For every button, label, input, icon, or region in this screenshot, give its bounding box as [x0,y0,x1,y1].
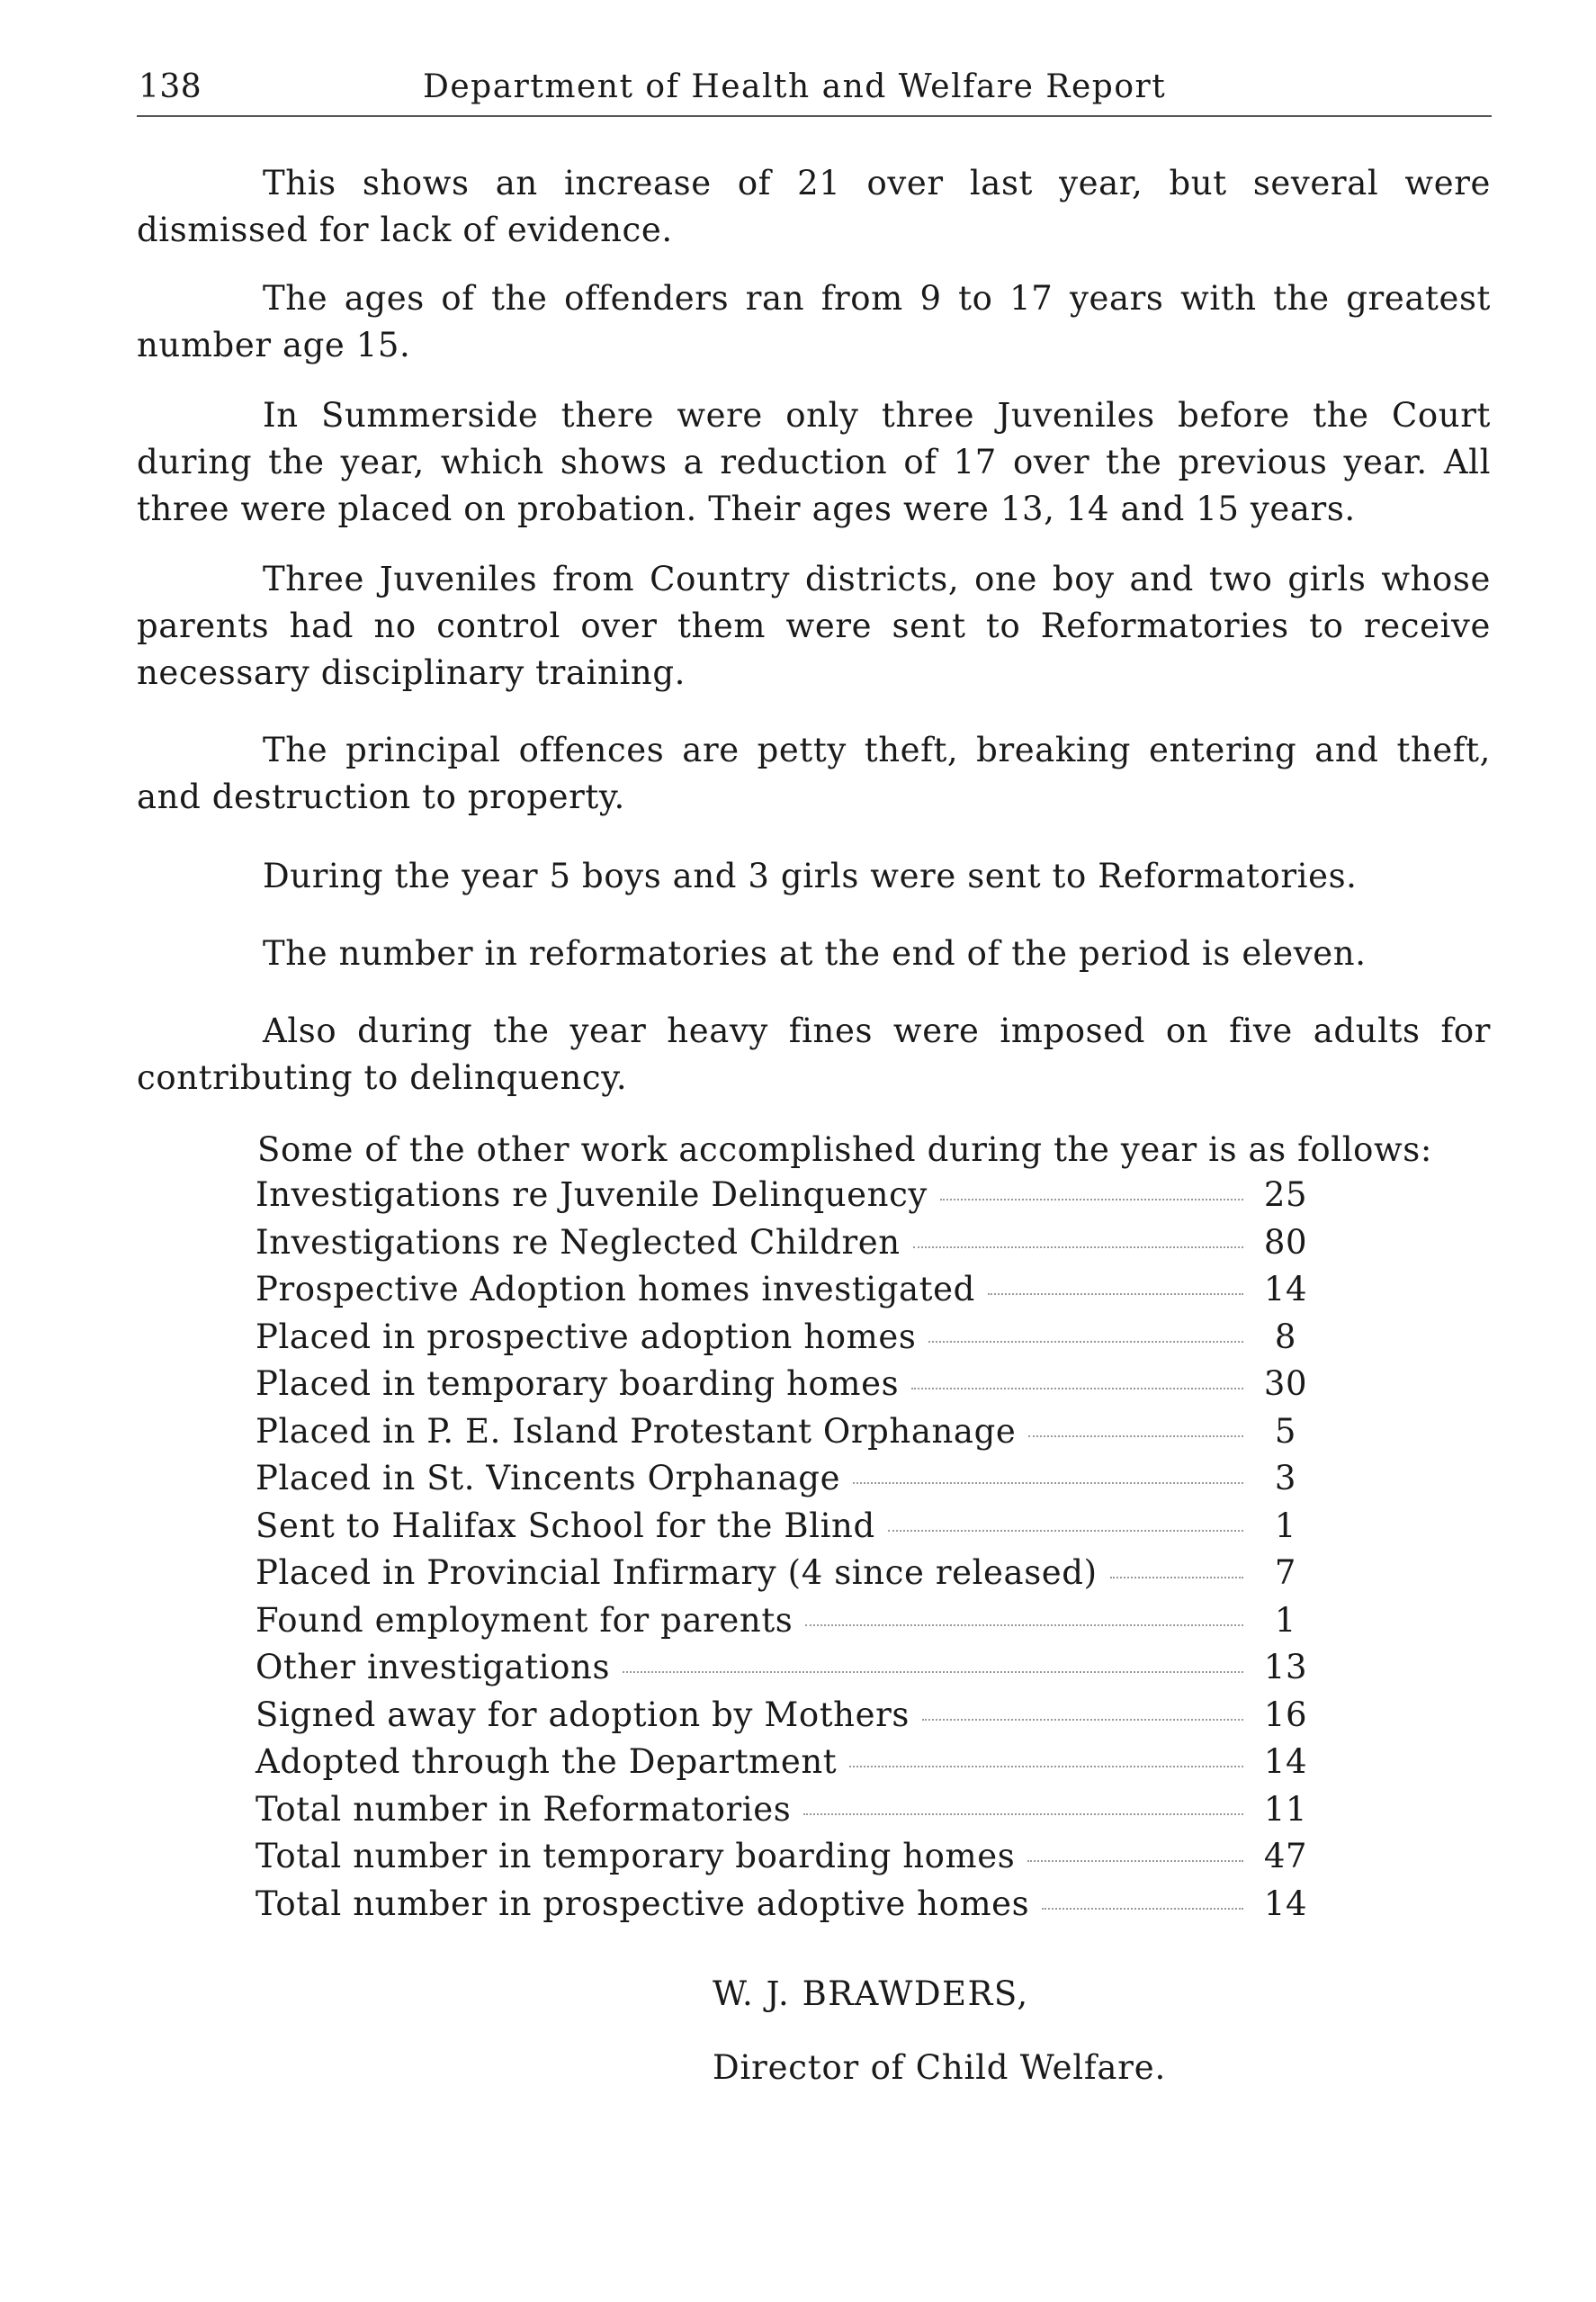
signature-title: Director of Child Welfare. [713,2048,1167,2087]
dot-leader [1110,1577,1243,1578]
stat-value: 14 [1263,1270,1308,1308]
stat-label: Other investigations [256,1648,611,1686]
dot-leader [849,1766,1243,1767]
stat-label: Found employment for parents [256,1600,794,1640]
paragraph-ages: The ages of the offenders ran from 9 to 17 years with the greatest number age 15. [137,279,1491,364]
stat-value: 16 [1263,1695,1308,1734]
stats-intro: Some of the other work accomplished during the year is as follows: [257,1130,1432,1169]
dot-leader [913,1246,1243,1248]
stat-value: 3 [1274,1459,1297,1497]
stat-label: Total number in Reformatories [256,1789,792,1829]
dot-leader [803,1813,1243,1815]
stat-label: Total number in prospective adoptive homes [256,1884,1030,1923]
stat-label: Investigations re Juvenile Delinquency [256,1175,928,1214]
stat-label: Adopted through the Department [256,1742,838,1781]
paragraph-heavy-fines: Also during the year heavy fines were imposed on five adults for contributing to delinquency. [137,1012,1491,1097]
stat-row [256,1790,1371,1838]
paragraph-sent-to-reformatories: During the year 5 boys and 3 girls were sent to Reformatories. [263,857,1358,895]
stat-row [256,1364,1371,1412]
stat-label: Prospective Adoption homes investigated [256,1270,975,1308]
stat-value: 13 [1263,1648,1308,1686]
stat-row [256,1884,1371,1932]
dot-leader [1042,1908,1243,1910]
stat-label: Placed in St. Vincents Orphanage [256,1459,841,1497]
paragraph-principal-offences: The principal offences are petty theft, breaking entering and theft, and destruction to property. [137,731,1491,816]
stat-row [256,1648,1371,1695]
stat-value: 14 [1263,1742,1308,1781]
stat-value: 1 [1274,1506,1297,1545]
stat-value: 47 [1263,1837,1308,1875]
paragraph-country-districts: Three Juveniles from Country districts, one boy and two girls whose parents had no control over them were sent to Reformatories to receive necessary disciplinary training. [137,560,1491,692]
stat-row [256,1837,1371,1884]
dot-leader [1027,1860,1243,1862]
signature-name: W. J. BRAWDERS, [713,1974,1029,2013]
dot-leader [805,1624,1243,1626]
stat-value: 25 [1263,1175,1308,1214]
dot-leader [853,1482,1243,1484]
stat-label: Investigations re Neglected Children [256,1222,901,1262]
stat-value: 30 [1263,1364,1308,1403]
stat-row [256,1459,1371,1506]
stat-row [256,1553,1371,1601]
dot-leader [623,1671,1243,1673]
stat-row [256,1270,1371,1317]
stat-label: Signed away for adoption by Mothers [256,1695,910,1734]
stat-row [256,1742,1371,1790]
dot-leader [911,1388,1243,1389]
stat-label: Placed in temporary boarding homes [256,1364,900,1403]
stat-row [256,1412,1371,1460]
stat-label: Sent to Halifax School for the Blind [256,1506,875,1545]
stat-value: 7 [1274,1553,1297,1592]
running-title: Department of Health and Welfare Report [423,68,1167,105]
page-number: 138 [139,68,202,105]
paragraph-increase: This shows an increase of 21 over last year, but several were dismissed for lack of evidence. [137,164,1491,249]
stat-row [256,1506,1371,1554]
stat-value: 80 [1263,1222,1308,1262]
stat-label: Placed in P. E. Island Protestant Orphanage [256,1411,1017,1451]
dot-leader [922,1719,1243,1721]
paragraph-number-in-reformatories: The number in reformatories at the end of the period is eleven. [263,934,1367,973]
stat-row [256,1601,1371,1649]
stat-value: 11 [1263,1789,1308,1829]
paragraph-summerside: In Summerside there were only three Juveniles before the Court during the year, which shows a reduction of 17 over the previous year. All three were placed on probation. Their ages were 13, 14 and 15 years. [137,396,1491,528]
stat-label: Placed in prospective adoption homes [256,1317,917,1356]
stat-value: 5 [1274,1411,1297,1451]
stat-value: 14 [1263,1884,1308,1923]
work-statistics-list [256,1175,1371,1931]
stat-row [256,1175,1371,1223]
dot-leader [928,1341,1243,1343]
stat-value: 1 [1274,1600,1297,1640]
stat-row [256,1317,1371,1365]
stat-row [256,1223,1371,1271]
dot-leader [888,1530,1243,1532]
stat-value: 8 [1274,1317,1297,1356]
stat-row [256,1695,1371,1743]
stat-label: Placed in Provincial Infirmary (4 since released) [256,1553,1098,1592]
dot-leader [1028,1435,1243,1437]
dot-leader [940,1199,1243,1200]
dot-leader [988,1293,1243,1295]
stat-label: Total number in temporary boarding homes [256,1837,1016,1875]
page-header [137,68,1492,117]
